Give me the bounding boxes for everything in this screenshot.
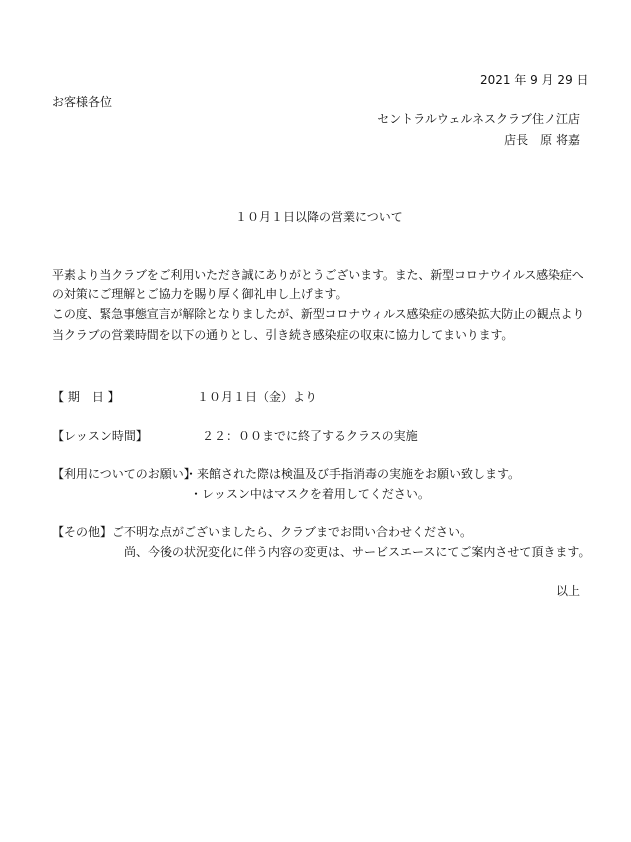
date: 2021 年 9 月 29 日 <box>480 73 589 87</box>
usage-request-label: 【利用についてのお願い】 <box>52 467 196 481</box>
sender-company: セントラルウェルネスクラブ住ノ江店 <box>377 112 580 126</box>
usage-request-item-1: ・来館された際は検温及び手指消毒の実施をお願い致します。 <box>185 467 521 481</box>
other-item-1: ご不明な点がございましたら、クラブまでお問い合わせください。 <box>112 525 473 539</box>
date-label: 【 期 日 】 <box>52 390 120 404</box>
lesson-time-value: ２２：００までに終了するクラスの実施 <box>202 429 418 443</box>
body-line-2: の対策にご理解とご協力を賜り厚く御礼申し上げます。 <box>52 287 348 301</box>
closing: 以上 <box>555 584 580 598</box>
body-line-1: 平素より当クラブをご利用いただき誠にありがとうございます。また、新型コロナウイルス感染症へ <box>52 268 584 282</box>
body-line-4: 当クラブの営業時間を以下の通りとし、引き続き感染症の収束に協力してまいります。 <box>52 328 514 342</box>
sender-name: 店長 原 将嘉 <box>504 133 580 147</box>
date-value: １０月１日（金）より <box>197 390 318 404</box>
other-label: 【その他】 <box>52 525 113 539</box>
lesson-time-label: 【レッスン時間】 <box>52 429 148 443</box>
recipient: お客様各位 <box>52 95 113 109</box>
body-line-3: この度、緊急事態宣言が解除となりましたが、新型コロナウィルス感染症の感染拡大防止の観点より <box>52 307 585 321</box>
document-title: １０月１日以降の営業について <box>235 210 403 224</box>
usage-request-item-2: ・レッスン中はマスクを着用してください。 <box>190 487 430 501</box>
other-item-2: 尚、今後の状況変化に伴う内容の変更は、サービスエースにてご案内させて頂きます。 <box>124 545 591 559</box>
